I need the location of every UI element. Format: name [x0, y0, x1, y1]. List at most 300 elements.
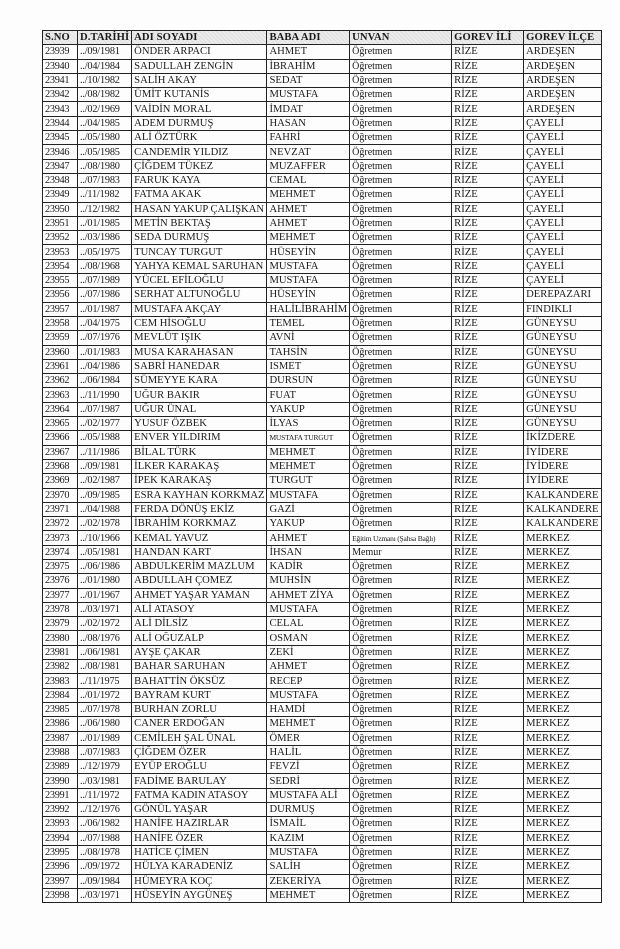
cell-father-name: SEDAT [267, 73, 350, 87]
cell-father-name: İLYAS [267, 417, 350, 431]
table-row [43, 488, 602, 502]
cell-father-name: MUSTAFA [267, 259, 350, 273]
cell-district: MERKEZ [524, 602, 601, 616]
cell-father-name: YAKUP [267, 402, 350, 416]
cell-full-name: VAİDİN MORAL [132, 102, 267, 116]
cell-father-name: TURGUT [267, 474, 350, 488]
cell-father-name: MUSTAFA [267, 688, 350, 702]
cell-birth-date: ../08/1968 [78, 259, 132, 273]
cell-full-name: HASAN YAKUP ÇALIŞKAN [132, 202, 267, 216]
cell-full-name: ALİ DİLSİZ [132, 617, 267, 631]
cell-birth-date: ../03/1981 [78, 774, 132, 788]
cell-full-name: ESRA KAYHAN KORKMAZ [132, 488, 267, 502]
cell-birth-date: ../11/1975 [78, 674, 132, 688]
cell-province: RİZE [452, 645, 524, 659]
cell-father-name: CEMAL [267, 173, 350, 187]
cell-full-name: CANER ERDOĞAN [132, 717, 267, 731]
cell-full-name: ALİ OĞUZALP [132, 631, 267, 645]
cell-sno: 23994 [43, 831, 78, 845]
cell-full-name: BAHAR SARUHAN [132, 660, 267, 674]
table-row [43, 131, 602, 145]
cell-title: Öğretmen [350, 374, 452, 388]
cell-sno: 23951 [43, 216, 78, 230]
cell-sno: 23956 [43, 288, 78, 302]
cell-full-name: ABDULLAH ÇOMEZ [132, 574, 267, 588]
cell-birth-date: ../08/1976 [78, 631, 132, 645]
cell-full-name: HÜLYA KARADENİZ [132, 860, 267, 874]
cell-province: RİZE [452, 145, 524, 159]
cell-full-name: İLKER KARAKAŞ [132, 459, 267, 473]
cell-sno: 23958 [43, 316, 78, 330]
cell-province: RİZE [452, 345, 524, 359]
table-row [43, 188, 602, 202]
cell-title: Öğretmen [350, 302, 452, 316]
cell-district: ÇAYELİ [524, 159, 601, 173]
table-row [43, 731, 602, 745]
cell-father-name: ÖMER [267, 731, 350, 745]
cell-province: RİZE [452, 588, 524, 602]
cell-title: Öğretmen [350, 359, 452, 373]
cell-title: Öğretmen [350, 459, 452, 473]
cell-birth-date: ../01/1989 [78, 731, 132, 745]
cell-sno: 23992 [43, 803, 78, 817]
cell-father-name: ISMET [267, 359, 350, 373]
cell-full-name: CANDEMİR YILDIZ [132, 145, 267, 159]
cell-birth-date: ../09/1984 [78, 874, 132, 888]
cell-district: GÜNEYSU [524, 388, 601, 402]
cell-district: GÜNEYSU [524, 359, 601, 373]
cell-province: RİZE [452, 702, 524, 716]
cell-sno: 23939 [43, 45, 78, 59]
cell-birth-date: ../09/1972 [78, 860, 132, 874]
table-row [43, 388, 602, 402]
cell-district: MERKEZ [524, 803, 601, 817]
cell-birth-date: ../06/1984 [78, 374, 132, 388]
cell-father-name: HALİLİBRAHİM [267, 302, 350, 316]
cell-father-name: MUSTAFA [267, 88, 350, 102]
cell-full-name: ENVER YILDIRIM [132, 431, 267, 445]
cell-sno: 23998 [43, 888, 78, 902]
cell-birth-date: ../08/1981 [78, 660, 132, 674]
cell-birth-date: ../12/1979 [78, 760, 132, 774]
cell-title: Öğretmen [350, 45, 452, 59]
table-row [43, 845, 602, 859]
cell-father-name: ZEKERİYA [267, 874, 350, 888]
cell-father-name: OSMAN [267, 631, 350, 645]
cell-province: RİZE [452, 531, 524, 545]
cell-birth-date: ../01/1985 [78, 216, 132, 230]
cell-title: Öğretmen [350, 617, 452, 631]
table-row [43, 245, 602, 259]
cell-birth-date: ../07/1988 [78, 831, 132, 845]
cell-sno: 23953 [43, 245, 78, 259]
cell-title: Öğretmen [350, 173, 452, 187]
cell-full-name: İPEK KARAKAŞ [132, 474, 267, 488]
cell-title: Öğretmen [350, 159, 452, 173]
cell-title: Öğretmen [350, 274, 452, 288]
cell-birth-date: ../10/1966 [78, 531, 132, 545]
cell-birth-date: ../08/1978 [78, 845, 132, 859]
cell-sno: 23996 [43, 860, 78, 874]
cell-district: İYİDERE [524, 459, 601, 473]
cell-sno: 23985 [43, 702, 78, 716]
cell-full-name: HÜSEYİN AYGÜNEŞ [132, 888, 267, 902]
cell-father-name: YAKUP [267, 517, 350, 531]
cell-district: KALKANDERE [524, 502, 601, 516]
cell-title: Öğretmen [350, 688, 452, 702]
cell-title: Öğretmen [350, 588, 452, 602]
cell-full-name: ÖNDER ARPACI [132, 45, 267, 59]
cell-province: RİZE [452, 417, 524, 431]
cell-birth-date: ../01/1987 [78, 302, 132, 316]
cell-district: İYİDERE [524, 445, 601, 459]
cell-birth-date: ../12/1982 [78, 202, 132, 216]
cell-district: İKİZDERE [524, 431, 601, 445]
cell-district: MERKEZ [524, 845, 601, 859]
cell-province: RİZE [452, 331, 524, 345]
cell-father-name: TAHSİN [267, 345, 350, 359]
cell-father-name: MUSTAFA [267, 845, 350, 859]
cell-birth-date: ../07/1983 [78, 173, 132, 187]
cell-full-name: HÜMEYRA KOÇ [132, 874, 267, 888]
cell-district: ARDEŞEN [524, 45, 601, 59]
cell-sno: 23974 [43, 545, 78, 559]
cell-birth-date: ../07/1983 [78, 745, 132, 759]
header-district: GOREV İLÇE [524, 31, 601, 45]
table-row [43, 88, 602, 102]
cell-father-name: İBRAHİM [267, 59, 350, 73]
cell-province: RİZE [452, 431, 524, 445]
cell-title: Öğretmen [350, 502, 452, 516]
cell-province: RİZE [452, 359, 524, 373]
cell-province: RİZE [452, 88, 524, 102]
cell-sno: 23955 [43, 274, 78, 288]
cell-province: RİZE [452, 202, 524, 216]
table-row [43, 59, 602, 73]
cell-district: KALKANDERE [524, 488, 601, 502]
cell-full-name: MEVLÜT IŞIK [132, 331, 267, 345]
cell-province: RİZE [452, 817, 524, 831]
table-row [43, 288, 602, 302]
cell-birth-date: ../07/1986 [78, 288, 132, 302]
cell-full-name: CEMİLEH ŞAL ÜNAL [132, 731, 267, 745]
cell-title: Öğretmen [350, 745, 452, 759]
cell-province: RİZE [452, 316, 524, 330]
table-row [43, 173, 602, 187]
table-row [43, 874, 602, 888]
cell-title: Öğretmen [350, 331, 452, 345]
cell-full-name: SALİH AKAY [132, 73, 267, 87]
cell-title: Öğretmen [350, 188, 452, 202]
cell-district: MERKEZ [524, 760, 601, 774]
cell-province: RİZE [452, 445, 524, 459]
cell-district: MERKEZ [524, 860, 601, 874]
cell-sno: 23940 [43, 59, 78, 73]
cell-province: RİZE [452, 617, 524, 631]
cell-sno: 23950 [43, 202, 78, 216]
cell-sno: 23961 [43, 359, 78, 373]
cell-sno: 23944 [43, 116, 78, 130]
cell-title: Öğretmen [350, 602, 452, 616]
cell-birth-date: ../08/1982 [78, 88, 132, 102]
cell-birth-date: ../02/1972 [78, 617, 132, 631]
table-row [43, 888, 602, 902]
cell-district: ÇAYELİ [524, 231, 601, 245]
cell-full-name: FATMA KADIN ATASOY [132, 788, 267, 802]
cell-sno: 23959 [43, 331, 78, 345]
cell-title: Öğretmen [350, 760, 452, 774]
cell-birth-date: ../05/1988 [78, 431, 132, 445]
cell-title: Öğretmen [350, 788, 452, 802]
cell-district: KALKANDERE [524, 517, 601, 531]
cell-province: RİZE [452, 831, 524, 845]
cell-sno: 23982 [43, 660, 78, 674]
cell-full-name: EYÜP EROĞLU [132, 760, 267, 774]
cell-sno: 23993 [43, 817, 78, 831]
cell-sno: 23987 [43, 731, 78, 745]
cell-district: GÜNEYSU [524, 345, 601, 359]
table-row [43, 674, 602, 688]
cell-full-name: ABDULKERİM MAZLUM [132, 559, 267, 573]
cell-full-name: HATİCE ÇİMEN [132, 845, 267, 859]
cell-district: MERKEZ [524, 688, 601, 702]
cell-sno: 23946 [43, 145, 78, 159]
table-row [43, 116, 602, 130]
table-row [43, 517, 602, 531]
cell-sno: 23972 [43, 517, 78, 531]
cell-full-name: YÜCEL EFİLOĞLU [132, 274, 267, 288]
cell-father-name: MEHMET [267, 717, 350, 731]
cell-full-name: BİLAL TÜRK [132, 445, 267, 459]
table-row [43, 302, 602, 316]
cell-province: RİZE [452, 102, 524, 116]
cell-full-name: İBRAHİM KORKMAZ [132, 517, 267, 531]
cell-district: MERKEZ [524, 588, 601, 602]
table-row [43, 645, 602, 659]
cell-sno: 23990 [43, 774, 78, 788]
cell-father-name: HÜSEYİN [267, 288, 350, 302]
table-row [43, 702, 602, 716]
cell-sno: 23963 [43, 388, 78, 402]
table-row [43, 588, 602, 602]
cell-sno: 23965 [43, 417, 78, 431]
cell-father-name: ZEKİ [267, 645, 350, 659]
cell-sno: 23981 [43, 645, 78, 659]
table-row [43, 345, 602, 359]
cell-district: GÜNEYSU [524, 417, 601, 431]
cell-father-name: SEDRİ [267, 774, 350, 788]
table-row [43, 73, 602, 87]
cell-title: Öğretmen [350, 674, 452, 688]
cell-full-name: YUSUF ÖZBEK [132, 417, 267, 431]
cell-district: MERKEZ [524, 702, 601, 716]
cell-full-name: SEDA DURMUŞ [132, 231, 267, 245]
cell-father-name: SALİH [267, 860, 350, 874]
cell-district: MERKEZ [524, 574, 601, 588]
cell-district: DEREPAZARI [524, 288, 601, 302]
cell-province: RİZE [452, 660, 524, 674]
cell-full-name: BURHAN ZORLU [132, 702, 267, 716]
cell-province: RİZE [452, 131, 524, 145]
cell-full-name: TUNCAY TURGUT [132, 245, 267, 259]
table-row [43, 502, 602, 516]
cell-district: MERKEZ [524, 660, 601, 674]
header-title: UNVAN [350, 31, 452, 45]
cell-sno: 23957 [43, 302, 78, 316]
cell-district: MERKEZ [524, 645, 601, 659]
cell-father-name: MUSTAFA ALİ [267, 788, 350, 802]
cell-title: Öğretmen [350, 417, 452, 431]
table-row [43, 102, 602, 116]
cell-full-name: BAHATTİN ÖKSÜZ [132, 674, 267, 688]
cell-full-name: METİN BEKTAŞ [132, 216, 267, 230]
cell-district: MERKEZ [524, 545, 601, 559]
cell-title: Öğretmen [350, 431, 452, 445]
table-row [43, 559, 602, 573]
cell-province: RİZE [452, 688, 524, 702]
cell-father-name: HAMDİ [267, 702, 350, 716]
cell-father-name: MEHMET [267, 459, 350, 473]
cell-birth-date: ../11/1972 [78, 788, 132, 802]
cell-father-name: İHSAN [267, 545, 350, 559]
cell-birth-date: ../03/1971 [78, 888, 132, 902]
cell-title: Öğretmen [350, 774, 452, 788]
cell-father-name: MEHMET [267, 445, 350, 459]
cell-province: RİZE [452, 474, 524, 488]
cell-father-name: RECEP [267, 674, 350, 688]
cell-title: Öğretmen [350, 474, 452, 488]
cell-province: RİZE [452, 488, 524, 502]
cell-full-name: GÖNÜL YAŞAR [132, 803, 267, 817]
cell-sno: 23942 [43, 88, 78, 102]
table-row [43, 602, 602, 616]
cell-father-name: AHMET ZİYA [267, 588, 350, 602]
cell-title: Öğretmen [350, 845, 452, 859]
cell-birth-date: ../01/1972 [78, 688, 132, 702]
cell-district: MERKEZ [524, 617, 601, 631]
cell-father-name: AHMET [267, 216, 350, 230]
cell-full-name: ÇİĞDEM TÜKEZ [132, 159, 267, 173]
cell-title: Öğretmen [350, 731, 452, 745]
cell-province: RİZE [452, 173, 524, 187]
cell-title: Öğretmen [350, 660, 452, 674]
cell-district: ÇAYELİ [524, 216, 601, 230]
cell-father-name: KADİR [267, 559, 350, 573]
cell-birth-date: ../09/1985 [78, 488, 132, 502]
cell-province: RİZE [452, 302, 524, 316]
cell-full-name: FADİME BARULAY [132, 774, 267, 788]
cell-district: MERKEZ [524, 745, 601, 759]
cell-title: Öğretmen [350, 817, 452, 831]
cell-title: Öğretmen [350, 245, 452, 259]
cell-father-name: HALİL [267, 745, 350, 759]
cell-sno: 23980 [43, 631, 78, 645]
cell-province: RİZE [452, 559, 524, 573]
cell-birth-date: ../04/1984 [78, 59, 132, 73]
cell-province: RİZE [452, 374, 524, 388]
cell-district: ARDEŞEN [524, 59, 601, 73]
cell-sno: 23983 [43, 674, 78, 688]
cell-district: MERKEZ [524, 674, 601, 688]
cell-birth-date: ../09/1981 [78, 459, 132, 473]
cell-birth-date: ../05/1981 [78, 545, 132, 559]
cell-province: RİZE [452, 631, 524, 645]
cell-full-name: HANİFE ÖZER [132, 831, 267, 845]
cell-province: RİZE [452, 259, 524, 273]
cell-province: RİZE [452, 231, 524, 245]
cell-district: MERKEZ [524, 788, 601, 802]
cell-sno: 23952 [43, 231, 78, 245]
cell-birth-date: ../02/1969 [78, 102, 132, 116]
cell-district: GÜNEYSU [524, 402, 601, 416]
cell-province: RİZE [452, 760, 524, 774]
cell-birth-date: ../02/1978 [78, 517, 132, 531]
cell-sno: 23969 [43, 474, 78, 488]
table-row [43, 574, 602, 588]
cell-full-name: FATMA AKAK [132, 188, 267, 202]
table-header-row [43, 31, 602, 45]
table-row [43, 474, 602, 488]
cell-father-name: MUSTAFA [267, 602, 350, 616]
cell-full-name: SABRİ HANEDAR [132, 359, 267, 373]
cell-birth-date: ../11/1990 [78, 388, 132, 402]
cell-sno: 23967 [43, 445, 78, 459]
cell-father-name: TEMEL [267, 316, 350, 330]
cell-sno: 23948 [43, 173, 78, 187]
cell-title: Öğretmen [350, 288, 452, 302]
table-row [43, 788, 602, 802]
table-row [43, 717, 602, 731]
cell-full-name: UĞUR ÜNAL [132, 402, 267, 416]
cell-father-name: GAZİ [267, 502, 350, 516]
cell-sno: 23943 [43, 102, 78, 116]
cell-full-name: AYŞE ÇAKAR [132, 645, 267, 659]
cell-birth-date: ../01/1980 [78, 574, 132, 588]
cell-district: GÜNEYSU [524, 316, 601, 330]
cell-father-name: CELAL [267, 617, 350, 631]
cell-father-name: DURSUN [267, 374, 350, 388]
cell-full-name: ALİ ÖZTÜRK [132, 131, 267, 145]
cell-province: RİZE [452, 59, 524, 73]
cell-birth-date: ../03/1971 [78, 602, 132, 616]
cell-father-name: NEVZAT [267, 145, 350, 159]
cell-province: RİZE [452, 788, 524, 802]
cell-sno: 23984 [43, 688, 78, 702]
header-sno: S.NO [43, 31, 78, 45]
cell-district: ÇAYELİ [524, 245, 601, 259]
cell-sno: 23989 [43, 760, 78, 774]
cell-sno: 23986 [43, 717, 78, 731]
cell-birth-date: ../06/1981 [78, 645, 132, 659]
cell-sno: 23995 [43, 845, 78, 859]
cell-district: ÇAYELİ [524, 131, 601, 145]
cell-title: Öğretmen [350, 102, 452, 116]
cell-birth-date: ../04/1975 [78, 316, 132, 330]
cell-full-name: BAYRAM KURT [132, 688, 267, 702]
cell-sno: 23991 [43, 788, 78, 802]
cell-father-name: FEVZİ [267, 760, 350, 774]
cell-birth-date: ../07/1987 [78, 402, 132, 416]
cell-birth-date: ../04/1986 [78, 359, 132, 373]
cell-father-name: MUZAFFER [267, 159, 350, 173]
cell-sno: 23954 [43, 259, 78, 273]
table-row [43, 631, 602, 645]
cell-full-name: MUSA KARAHASAN [132, 345, 267, 359]
cell-full-name: FARUK KAYA [132, 173, 267, 187]
cell-full-name: KEMAL YAVUZ [132, 531, 267, 545]
table-row [43, 660, 602, 674]
cell-district: FINDIKLI [524, 302, 601, 316]
